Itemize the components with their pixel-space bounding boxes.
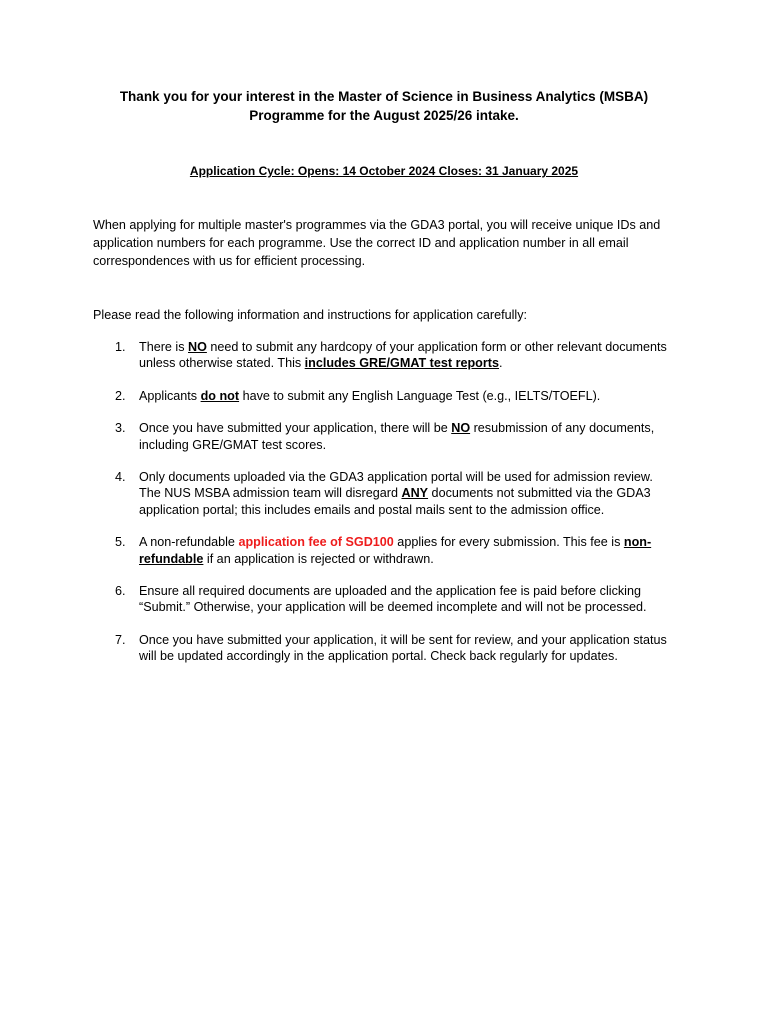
item-text: need to submit any hardcopy of your application form or other relevant documents unless otherwise stated. This xyxy=(139,340,667,371)
list-number: 5. xyxy=(115,535,126,550)
list-item xyxy=(93,583,673,616)
page-title xyxy=(80,87,688,125)
title-line-2: Programme for the August 2025/26 intake. xyxy=(249,108,519,123)
list-number: 7. xyxy=(115,632,126,647)
emphasis-no: NO xyxy=(188,340,207,354)
item-text: resubmission of any documents, including GRE/GMAT test scores. xyxy=(139,421,655,452)
emphasis-do-not: do not xyxy=(200,388,240,403)
list-number: 6. xyxy=(115,584,126,599)
item-text: Once you have submitted your application, it will be sent for review, and your application status will be updated accordingly in the application portal. Check back regularly for updates. xyxy=(139,632,667,664)
item-text: A non-refundable xyxy=(139,535,239,550)
list-item xyxy=(93,339,673,372)
item-text: There is xyxy=(139,340,188,354)
item-text: Once you have submitted your application, there will be xyxy=(139,421,452,436)
emphasis-no: NO xyxy=(451,421,471,436)
item-text: if an application is rejected or withdrawn. xyxy=(203,551,434,566)
list-number: 1. xyxy=(115,340,126,354)
list-number: 3. xyxy=(115,421,126,436)
list-item xyxy=(93,469,673,518)
list-item xyxy=(93,420,673,453)
list-item xyxy=(93,388,673,404)
item-text: Only documents uploaded via the GDA3 application portal will be used for admission review. The NUS MSBA admission team will disregard xyxy=(139,470,653,501)
title-line-1: Thank you for your interest in the Master of Science in Business Analytics (MSBA) xyxy=(119,89,649,104)
application-cycle: Application Cycle: Opens: 14 October 2024 Closes: 31 January 2025 xyxy=(189,164,579,178)
list-number: 2. xyxy=(115,388,126,403)
application-fee-highlight: application fee of SGD100 xyxy=(238,535,394,550)
emphasis-gre-gmat: includes GRE/GMAT test reports xyxy=(304,356,499,371)
list-number: 4. xyxy=(115,470,126,485)
item-text: Ensure all required documents are uploaded and the application fee is paid before clicking “Submit.” Otherwise, your application will be deemed incomplete and will not be processed. xyxy=(139,584,647,615)
instructions-intro-paragraph: Please read the following information and instructions for application carefully: xyxy=(93,308,528,322)
item-text: applies for every submission. This fee is xyxy=(393,535,624,550)
emphasis-non-refundable: non-refundable xyxy=(139,535,652,566)
item-text: documents not submitted via the GDA3 application portal; this includes emails and postal mails sent to the admission office. xyxy=(139,486,651,517)
list-item xyxy=(93,632,673,665)
list-item xyxy=(93,534,673,567)
item-text: Applicants xyxy=(139,388,201,403)
item-text: . xyxy=(498,356,503,371)
emphasis-any: ANY xyxy=(401,486,429,501)
instructions-list xyxy=(93,339,673,681)
item-text: have to submit any English Language Test (e.g., IELTS/TOEFL). xyxy=(239,388,601,403)
ids-notice-paragraph: When applying for multiple master's programmes via the GDA3 portal, you will receive unique IDs and application numbers for each programme. Use the correct ID and application number in all email correspondences with us for efficient processing. xyxy=(93,218,661,268)
